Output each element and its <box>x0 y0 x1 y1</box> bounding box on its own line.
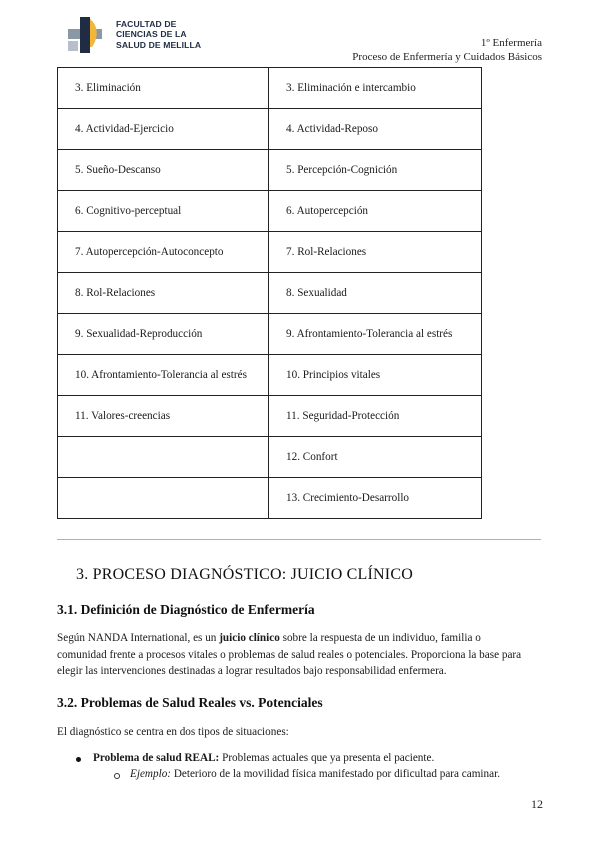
problems-intro: El diagnóstico se centra en dos tipos de situaciones: <box>57 726 289 738</box>
example-label: Ejemplo: <box>130 768 172 780</box>
table-row <box>58 68 482 109</box>
table-cell-left <box>58 437 269 478</box>
table-cell-left <box>58 478 269 519</box>
table-cell-right: 7. Rol-Relaciones <box>269 232 482 273</box>
table-row <box>58 232 482 273</box>
table-cell-left: 10. Afrontamiento-Tolerancia al estrés <box>58 355 269 396</box>
definition-text-start: Según NANDA International, es un <box>57 632 220 644</box>
faculty-logo <box>68 17 208 57</box>
table-row <box>58 109 482 150</box>
sub-bullet-icon <box>114 773 120 779</box>
example-text: Deterioro de la movilidad física manifestado por dificultad para caminar. <box>171 768 500 780</box>
table-cell-left: 8. Rol-Relaciones <box>58 273 269 314</box>
table-row <box>58 437 482 478</box>
table-cell-left: 4. Actividad-Ejercicio <box>58 109 269 150</box>
list-item-text: Problemas actuales que ya presenta el paciente. <box>219 752 435 764</box>
table-cell-right: 11. Seguridad-Protección <box>269 396 482 437</box>
faculty-cross-icon <box>68 17 112 57</box>
subsection-title-definition: 3.1. Definición de Diagnóstico de Enfermería <box>57 602 315 617</box>
table-cell-right: 12. Confort <box>269 437 482 478</box>
definition-paragraph <box>57 630 527 680</box>
definition-emphasis: juicio clínico <box>219 632 280 644</box>
table-row <box>58 150 482 191</box>
definition-text-end: sobre la respuesta de un individuo, familia o comunidad frente a procesos vitales o problemas de salud reales o potenciales. Proporciona la base para elegir las intervenciones destinadas a lograr resultados bajo responsabilidad enfermera. <box>57 632 522 677</box>
table-row <box>58 355 482 396</box>
table-row <box>58 478 482 519</box>
table-cell-left: 3. Eliminación <box>58 68 269 109</box>
list-item-real-problem <box>93 752 434 764</box>
section-divider <box>57 539 541 540</box>
section-title: 3. PROCESO DIAGNÓSTICO: JUICIO CLÍNICO <box>76 566 413 583</box>
table-cell-right: 13. Crecimiento-Desarrollo <box>269 478 482 519</box>
list-item-example <box>130 768 500 780</box>
logo-text <box>116 19 201 50</box>
subsection-title-problems: 3.2. Problemas de Salud Reales vs. Potenciales <box>57 695 323 710</box>
table-cell-left: 11. Valores-creencias <box>58 396 269 437</box>
table-cell-right: 8. Sexualidad <box>269 273 482 314</box>
patterns-comparison-table <box>57 67 482 519</box>
course-name: 1º Enfermería <box>480 37 542 49</box>
logo-line: SALUD DE MELILLA <box>116 39 202 50</box>
table-cell-left: 6. Cognitivo-perceptual <box>58 191 269 232</box>
table-cell-right: 6. Autopercepción <box>269 191 482 232</box>
table-cell-left: 5. Sueño-Descanso <box>58 150 269 191</box>
table-cell-right: 5. Percepción-Cognición <box>269 150 482 191</box>
table-row <box>58 273 482 314</box>
table-cell-left: 7. Autopercepción-Autoconcepto <box>58 232 269 273</box>
logo-line: FACULTAD DE <box>116 19 177 29</box>
logo-line: CIENCIAS DE LA <box>116 29 187 40</box>
table-cell-right: 9. Afrontamiento-Tolerancia al estrés <box>269 314 482 355</box>
subject-name: Proceso de Enfermería y Cuidados Básicos <box>352 51 542 63</box>
table-cell-right: 3. Eliminación e intercambio <box>269 68 482 109</box>
table-row <box>58 396 482 437</box>
bullet-icon <box>76 757 81 762</box>
table-cell-right: 10. Principios vitales <box>269 355 482 396</box>
page-number: 12 <box>531 797 543 811</box>
table-row <box>58 191 482 232</box>
table-row <box>58 314 482 355</box>
list-item-label: Problema de salud REAL: <box>93 752 220 764</box>
table-cell-left: 9. Sexualidad-Reproducción <box>58 314 269 355</box>
table-cell-right: 4. Actividad-Reposo <box>269 109 482 150</box>
document-header <box>352 36 542 64</box>
